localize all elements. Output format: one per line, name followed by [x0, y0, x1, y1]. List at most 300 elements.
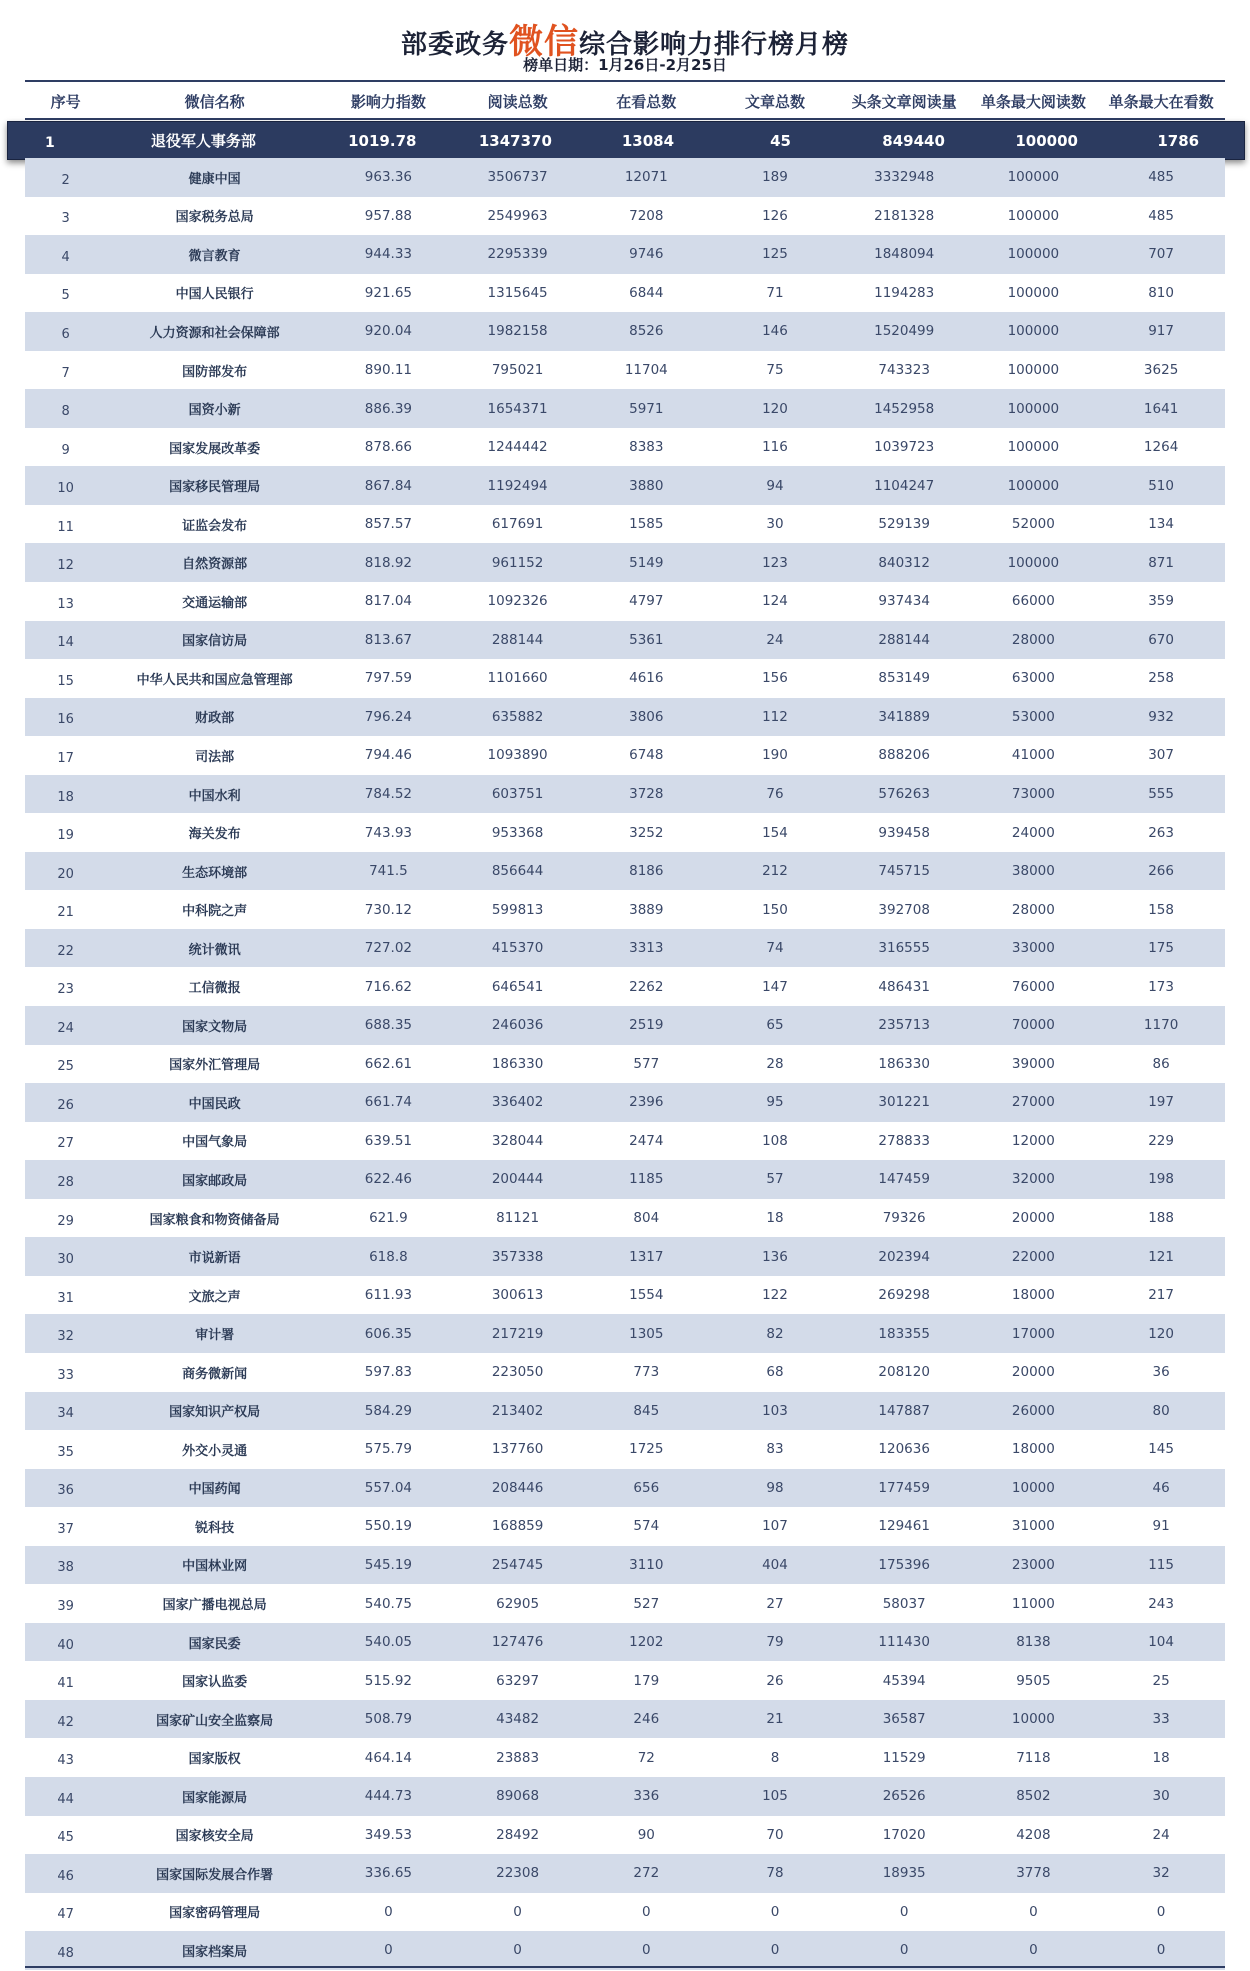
table-row: [25, 1160, 1225, 1199]
reads-cell: 186330: [491, 1055, 544, 1072]
rank-cell: 7: [61, 365, 70, 381]
influence-cell: 661.74: [364, 1094, 413, 1111]
bottom-divider: [25, 1966, 1225, 1968]
max-reads-cell: 38000: [1011, 863, 1055, 880]
rank-cell: 43: [57, 1753, 74, 1769]
max-reads-cell: 22000: [1011, 1248, 1055, 1265]
account-name: 审计署: [195, 1328, 235, 1344]
max-likes-cell: 229: [1148, 1132, 1174, 1149]
articles-cell: 83: [766, 1441, 784, 1458]
reads-cell: 208446: [491, 1479, 544, 1496]
articles-cell: 136: [762, 1248, 788, 1265]
table-row: [25, 659, 1225, 698]
max-reads-cell: 33000: [1011, 940, 1055, 957]
reads-cell: 1654371: [487, 400, 548, 417]
max-reads-cell: 28000: [1011, 631, 1055, 648]
table-row: [25, 1392, 1225, 1431]
account-name: 国防部发布: [182, 364, 248, 380]
articles-cell: 122: [762, 1287, 788, 1304]
likes-cell: 2262: [629, 978, 664, 995]
max-reads-cell: 23000: [1011, 1556, 1055, 1573]
max-likes-cell: 307: [1148, 747, 1174, 764]
reads-cell: 1092326: [487, 593, 548, 610]
likes-cell: 11704: [624, 362, 668, 378]
influence-cell: 813.67: [364, 631, 413, 648]
account-name: 交通运输部: [182, 595, 248, 611]
articles-cell: 68: [766, 1364, 784, 1381]
table-row: [25, 852, 1225, 891]
influence-cell: 618.8: [369, 1248, 408, 1265]
max-reads-cell: 17000: [1011, 1325, 1055, 1342]
articles-cell: 108: [762, 1132, 788, 1149]
headline-reads-cell: 849440: [882, 131, 945, 150]
max-reads-cell: 53000: [1011, 708, 1055, 725]
influence-cell: 515.92: [364, 1672, 413, 1689]
max-likes-cell: 263: [1148, 824, 1174, 841]
rank-cell: 31: [57, 1290, 74, 1306]
articles-cell: 120: [762, 400, 788, 417]
max-likes-cell: 104: [1148, 1634, 1174, 1651]
rank-cell: 15: [57, 673, 74, 689]
column-header-headline-reads: 头条文章阅读量: [851, 92, 957, 111]
max-reads-cell: 12000: [1011, 1132, 1055, 1149]
max-likes-cell: 1170: [1143, 1017, 1179, 1034]
table-row: [25, 505, 1225, 544]
top-ranked-row: [7, 121, 1245, 160]
rank-cell: 21: [57, 905, 74, 921]
headline-reads-cell: 576263: [878, 786, 930, 803]
articles-cell: 190: [762, 747, 788, 764]
max-likes-cell: 217: [1148, 1287, 1174, 1304]
articles-cell: 112: [762, 708, 788, 725]
headline-reads-cell: 1848094: [874, 246, 935, 263]
max-reads-cell: 8138: [1016, 1634, 1051, 1651]
rank-cell: 9: [61, 442, 70, 458]
table-row: [25, 890, 1225, 929]
account-name: 自然资源部: [182, 557, 248, 573]
influence-cell: 920.04: [364, 323, 413, 340]
likes-cell: 804: [633, 1210, 660, 1227]
max-likes-cell: 91: [1152, 1518, 1170, 1535]
max-likes-cell: 266: [1148, 863, 1174, 880]
max-reads-cell: 9505: [1016, 1672, 1051, 1689]
influence-cell: 349.53: [364, 1826, 413, 1843]
max-reads-cell: 7118: [1016, 1749, 1051, 1766]
influence-cell: 741.5: [369, 863, 408, 880]
articles-cell: 45: [770, 131, 791, 150]
max-reads-cell: 41000: [1011, 747, 1055, 764]
max-reads-cell: 31000: [1011, 1518, 1055, 1535]
account-name: 中科院之声: [182, 904, 248, 920]
reads-cell: 1244442: [487, 439, 548, 456]
articles-cell: 94: [766, 477, 784, 494]
influence-cell: 1019.78: [348, 131, 417, 150]
reads-cell: 2549963: [487, 207, 548, 224]
max-likes-cell: 46: [1152, 1479, 1170, 1496]
table-row: [25, 274, 1225, 313]
max-likes-cell: 24: [1152, 1826, 1170, 1843]
reads-cell: 795021: [491, 362, 544, 378]
likes-cell: 7208: [629, 207, 664, 224]
likes-cell: 2396: [629, 1094, 664, 1111]
account-name: 中国气象局: [182, 1135, 248, 1151]
max-reads-cell: 39000: [1011, 1055, 1055, 1072]
likes-cell: 0: [641, 1942, 651, 1959]
rank-cell: 45: [57, 1830, 74, 1846]
likes-cell: 1202: [629, 1634, 664, 1651]
account-name: 退役军人事务部: [150, 132, 256, 150]
account-name: 外交小灵通: [182, 1443, 248, 1459]
max-reads-cell: 20000: [1011, 1364, 1055, 1381]
articles-cell: 57: [766, 1171, 784, 1188]
influence-cell: 639.51: [364, 1132, 413, 1149]
table-row: [25, 312, 1225, 351]
reads-cell: 23883: [496, 1749, 540, 1766]
rank-cell: 37: [57, 1521, 74, 1537]
headline-reads-cell: 177459: [878, 1479, 930, 1496]
likes-cell: 336: [633, 1788, 660, 1805]
max-likes-cell: 510: [1148, 477, 1174, 494]
rank-cell: 48: [57, 1945, 74, 1961]
headline-reads-cell: 120636: [878, 1441, 930, 1458]
account-name: 中国人民银行: [175, 287, 254, 303]
rank-cell: 42: [57, 1714, 74, 1730]
max-likes-cell: 258: [1148, 670, 1174, 687]
rank-cell: 2: [61, 172, 70, 188]
max-likes-cell: 120: [1148, 1325, 1174, 1342]
articles-cell: 30: [766, 516, 784, 533]
influence-cell: 688.35: [364, 1017, 413, 1034]
account-name: 文旅之声: [188, 1289, 241, 1305]
max-likes-cell: 917: [1148, 323, 1174, 340]
headline-reads-cell: 1520499: [874, 323, 935, 340]
articles-cell: 154: [762, 824, 788, 841]
table-row: [25, 1854, 1225, 1893]
likes-cell: 1185: [629, 1171, 664, 1188]
account-name: 海关发布: [188, 827, 241, 843]
likes-cell: 4797: [629, 593, 664, 610]
max-likes-cell: 1786: [1157, 131, 1200, 150]
max-likes-cell: 188: [1148, 1210, 1174, 1227]
articles-cell: 95: [766, 1094, 784, 1111]
account-name: 国家国际发展合作署: [156, 1867, 274, 1883]
max-reads-cell: 28000: [1011, 901, 1055, 918]
account-name: 国家认监委: [182, 1675, 248, 1691]
account-name: 中华人民共和国应急管理部: [136, 672, 293, 688]
influence-cell: 611.93: [364, 1287, 413, 1304]
max-reads-cell: 0: [1029, 1903, 1038, 1920]
influence-cell: 0: [384, 1942, 393, 1959]
table-row: [25, 428, 1225, 467]
reads-cell: 137760: [491, 1441, 544, 1458]
reads-cell: 22308: [496, 1865, 540, 1882]
table-header: [25, 84, 1225, 118]
likes-cell: 3728: [629, 786, 664, 803]
account-name: 国家矿山安全监察局: [156, 1713, 274, 1729]
reads-cell: 1315645: [487, 284, 548, 301]
reads-cell: 168859: [491, 1518, 544, 1535]
account-name: 国家版权: [188, 1752, 241, 1768]
reads-cell: 1101660: [487, 670, 548, 687]
articles-cell: 147: [762, 978, 788, 995]
table-row: [25, 1507, 1225, 1546]
max-reads-cell: 100000: [1007, 400, 1060, 417]
rank-cell: 17: [57, 750, 74, 766]
influence-cell: 0: [384, 1903, 393, 1920]
influence-cell: 886.39: [364, 400, 413, 417]
table-row: [25, 1430, 1225, 1469]
account-name: 国家外汇管理局: [169, 1058, 261, 1074]
likes-cell: 1554: [629, 1287, 664, 1304]
reads-cell: 328044: [491, 1132, 544, 1149]
rank-cell: 20: [57, 866, 74, 882]
max-reads-cell: 8502: [1016, 1788, 1051, 1805]
headline-reads-cell: 129461: [878, 1518, 930, 1535]
table-row: [25, 1777, 1225, 1816]
headline-reads-cell: 529139: [878, 516, 930, 533]
rank-cell: 34: [57, 1406, 74, 1422]
rank-cell: 14: [57, 635, 74, 651]
likes-cell: 5149: [629, 554, 664, 571]
articles-cell: 26: [766, 1672, 784, 1689]
reads-cell: 603751: [491, 786, 544, 803]
reads-cell: 357338: [491, 1248, 544, 1265]
max-reads-cell: 18000: [1011, 1441, 1055, 1458]
articles-cell: 76: [766, 786, 784, 803]
account-name: 健康中国: [188, 171, 241, 187]
likes-cell: 6748: [629, 747, 664, 764]
articles-cell: 8: [770, 1749, 780, 1766]
rank-cell: 29: [57, 1213, 74, 1229]
likes-cell: 8186: [629, 863, 664, 880]
account-name: 微言教育: [188, 248, 241, 264]
account-name: 中国药闻: [188, 1482, 241, 1498]
reads-cell: 246036: [491, 1017, 544, 1034]
reads-cell: 635882: [491, 708, 544, 725]
max-likes-cell: 86: [1152, 1055, 1170, 1072]
max-likes-cell: 115: [1148, 1556, 1174, 1573]
max-reads-cell: 100000: [1007, 207, 1060, 224]
max-likes-cell: 243: [1148, 1595, 1174, 1612]
rank-cell: 12: [57, 558, 74, 574]
influence-cell: 622.46: [364, 1171, 413, 1188]
max-reads-cell: 52000: [1011, 516, 1055, 533]
table-row: [25, 1700, 1225, 1739]
rank-cell: 28: [57, 1174, 74, 1190]
max-reads-cell: 73000: [1011, 786, 1055, 803]
rank-cell: 33: [57, 1367, 74, 1383]
likes-cell: 845: [633, 1402, 660, 1419]
account-name: 国家发展改革委: [169, 441, 261, 457]
table-row: [25, 1623, 1225, 1662]
likes-cell: 1585: [629, 516, 664, 533]
headline-reads-cell: 175396: [878, 1556, 930, 1573]
headline-reads-cell: 147459: [878, 1171, 930, 1188]
max-likes-cell: 18: [1152, 1749, 1170, 1766]
headline-reads-cell: 0: [899, 1903, 909, 1920]
headline-reads-cell: 392708: [878, 901, 930, 918]
reads-cell: 288144: [491, 631, 544, 648]
likes-cell: 773: [633, 1364, 660, 1381]
headline-reads-cell: 341889: [878, 708, 930, 725]
headline-reads-cell: 202394: [878, 1248, 930, 1265]
max-reads-cell: 27000: [1011, 1094, 1055, 1111]
max-reads-cell: 100000: [1007, 169, 1060, 186]
max-likes-cell: 30: [1152, 1788, 1170, 1805]
table-row: [25, 1661, 1225, 1700]
rank-cell: 5: [61, 288, 70, 304]
influence-cell: 557.04: [364, 1479, 413, 1496]
account-name: 证监会发布: [182, 518, 248, 534]
max-reads-cell: 100000: [1007, 284, 1060, 301]
rank-cell: 1: [44, 134, 55, 151]
reads-cell: 415370: [491, 940, 544, 957]
table-row: [25, 1738, 1225, 1777]
likes-cell: 3110: [629, 1556, 664, 1573]
max-reads-cell: 76000: [1011, 978, 1055, 995]
max-likes-cell: 80: [1152, 1402, 1170, 1419]
likes-cell: 8526: [629, 323, 664, 340]
headline-reads-cell: 26526: [882, 1788, 926, 1805]
max-likes-cell: 707: [1148, 246, 1174, 263]
max-reads-cell: 63000: [1011, 670, 1055, 687]
likes-cell: 13084: [621, 131, 675, 150]
table-row: [25, 1353, 1225, 1392]
reads-cell: 1982158: [487, 323, 548, 340]
rank-cell: 18: [57, 789, 74, 805]
likes-cell: 2474: [629, 1132, 664, 1149]
account-name: 锐科技: [195, 1520, 235, 1536]
influence-cell: 944.33: [364, 246, 413, 263]
max-likes-cell: 3625: [1143, 362, 1179, 378]
articles-cell: 78: [766, 1865, 784, 1882]
max-likes-cell: 1641: [1143, 400, 1179, 417]
max-likes-cell: 810: [1148, 284, 1174, 301]
rank-cell: 16: [57, 712, 74, 728]
max-reads-cell: 100000: [1007, 554, 1060, 571]
likes-cell: 1317: [629, 1248, 664, 1265]
reads-cell: 646541: [491, 978, 544, 995]
table-row: [25, 967, 1225, 1006]
reads-cell: 62905: [496, 1595, 540, 1612]
reads-cell: 63297: [496, 1672, 540, 1689]
headline-reads-cell: 2181328: [874, 207, 935, 224]
influence-cell: 878.66: [364, 439, 413, 456]
table-row: [25, 736, 1225, 775]
max-likes-cell: 0: [1156, 1942, 1166, 1959]
likes-cell: 1725: [629, 1441, 664, 1458]
articles-cell: 124: [762, 593, 788, 610]
articles-cell: 126: [762, 207, 788, 224]
influence-cell: 662.61: [364, 1055, 413, 1072]
max-reads-cell: 100000: [1007, 439, 1060, 456]
table-row: [25, 1816, 1225, 1855]
influence-cell: 540.75: [364, 1595, 413, 1612]
articles-cell: 0: [770, 1903, 780, 1920]
articles-cell: 146: [762, 323, 788, 340]
articles-cell: 65: [766, 1017, 784, 1034]
articles-cell: 71: [766, 284, 784, 301]
column-header-rank: 序号: [50, 92, 81, 111]
influence-cell: 584.29: [364, 1402, 413, 1419]
articles-cell: 125: [762, 246, 788, 263]
reads-cell: 3506737: [487, 169, 548, 186]
influence-cell: 716.62: [364, 978, 413, 995]
influence-cell: 621.9: [369, 1210, 408, 1227]
rank-cell: 8: [61, 404, 70, 420]
account-name: 国家粮食和物资储备局: [149, 1212, 280, 1228]
reads-cell: 1192494: [487, 477, 548, 494]
rank-cell: 46: [57, 1868, 74, 1884]
column-header-max-likes: 单条最大在看数: [1108, 92, 1214, 111]
headline-reads-cell: 235713: [878, 1017, 930, 1034]
account-name: 中国林业网: [182, 1559, 248, 1575]
reads-cell: 300613: [491, 1287, 544, 1304]
articles-cell: 105: [762, 1788, 788, 1805]
account-name: 国家信访局: [182, 634, 248, 650]
articles-cell: 98: [766, 1479, 784, 1496]
max-likes-cell: 932: [1148, 708, 1174, 725]
reads-cell: 28492: [496, 1826, 540, 1843]
table-row: [25, 235, 1225, 274]
account-name: 国家档案局: [182, 1944, 248, 1960]
articles-cell: 21: [766, 1711, 784, 1728]
max-reads-cell: 100000: [1015, 131, 1078, 150]
likes-cell: 527: [633, 1595, 660, 1612]
articles-cell: 150: [762, 901, 788, 918]
articles-cell: 70: [766, 1826, 784, 1843]
reads-cell: 213402: [491, 1402, 544, 1419]
max-likes-cell: 121: [1148, 1248, 1174, 1265]
account-name: 国家邮政局: [182, 1173, 248, 1189]
influence-cell: 867.84: [364, 477, 413, 494]
table-row: [25, 389, 1225, 428]
table-row: [25, 1276, 1225, 1315]
headline-reads-cell: 1194283: [874, 284, 935, 301]
likes-cell: 12071: [624, 169, 668, 186]
max-likes-cell: 485: [1148, 207, 1174, 224]
table-row: [25, 1237, 1225, 1276]
reads-cell: 223050: [491, 1364, 544, 1381]
influence-cell: 464.14: [364, 1749, 413, 1766]
max-likes-cell: 198: [1148, 1171, 1174, 1188]
reads-cell: 200444: [491, 1171, 544, 1188]
account-name: 国家核安全局: [175, 1829, 254, 1845]
likes-cell: 1305: [629, 1325, 664, 1342]
max-likes-cell: 670: [1148, 631, 1174, 648]
articles-cell: 82: [766, 1325, 784, 1342]
reads-cell: 127476: [491, 1634, 544, 1651]
max-reads-cell: 24000: [1011, 824, 1055, 841]
influence-cell: 963.36: [364, 169, 413, 186]
max-reads-cell: 11000: [1011, 1595, 1055, 1612]
likes-cell: 0: [641, 1903, 651, 1920]
influence-cell: 796.24: [364, 708, 413, 725]
reads-cell: 217219: [491, 1325, 544, 1342]
influence-cell: 597.83: [364, 1364, 413, 1381]
table-row: [25, 1931, 1225, 1970]
account-name: 商务微新闻: [182, 1366, 248, 1382]
top-divider: [25, 80, 1225, 82]
headline-reads-cell: 3332948: [874, 169, 935, 186]
likes-cell: 3313: [629, 940, 664, 957]
rank-cell: 22: [57, 943, 74, 959]
articles-cell: 28: [766, 1055, 784, 1072]
likes-cell: 72: [637, 1749, 655, 1766]
headline-reads-cell: 278833: [878, 1132, 930, 1149]
likes-cell: 3889: [629, 901, 664, 918]
headline-reads-cell: 937434: [878, 593, 930, 610]
